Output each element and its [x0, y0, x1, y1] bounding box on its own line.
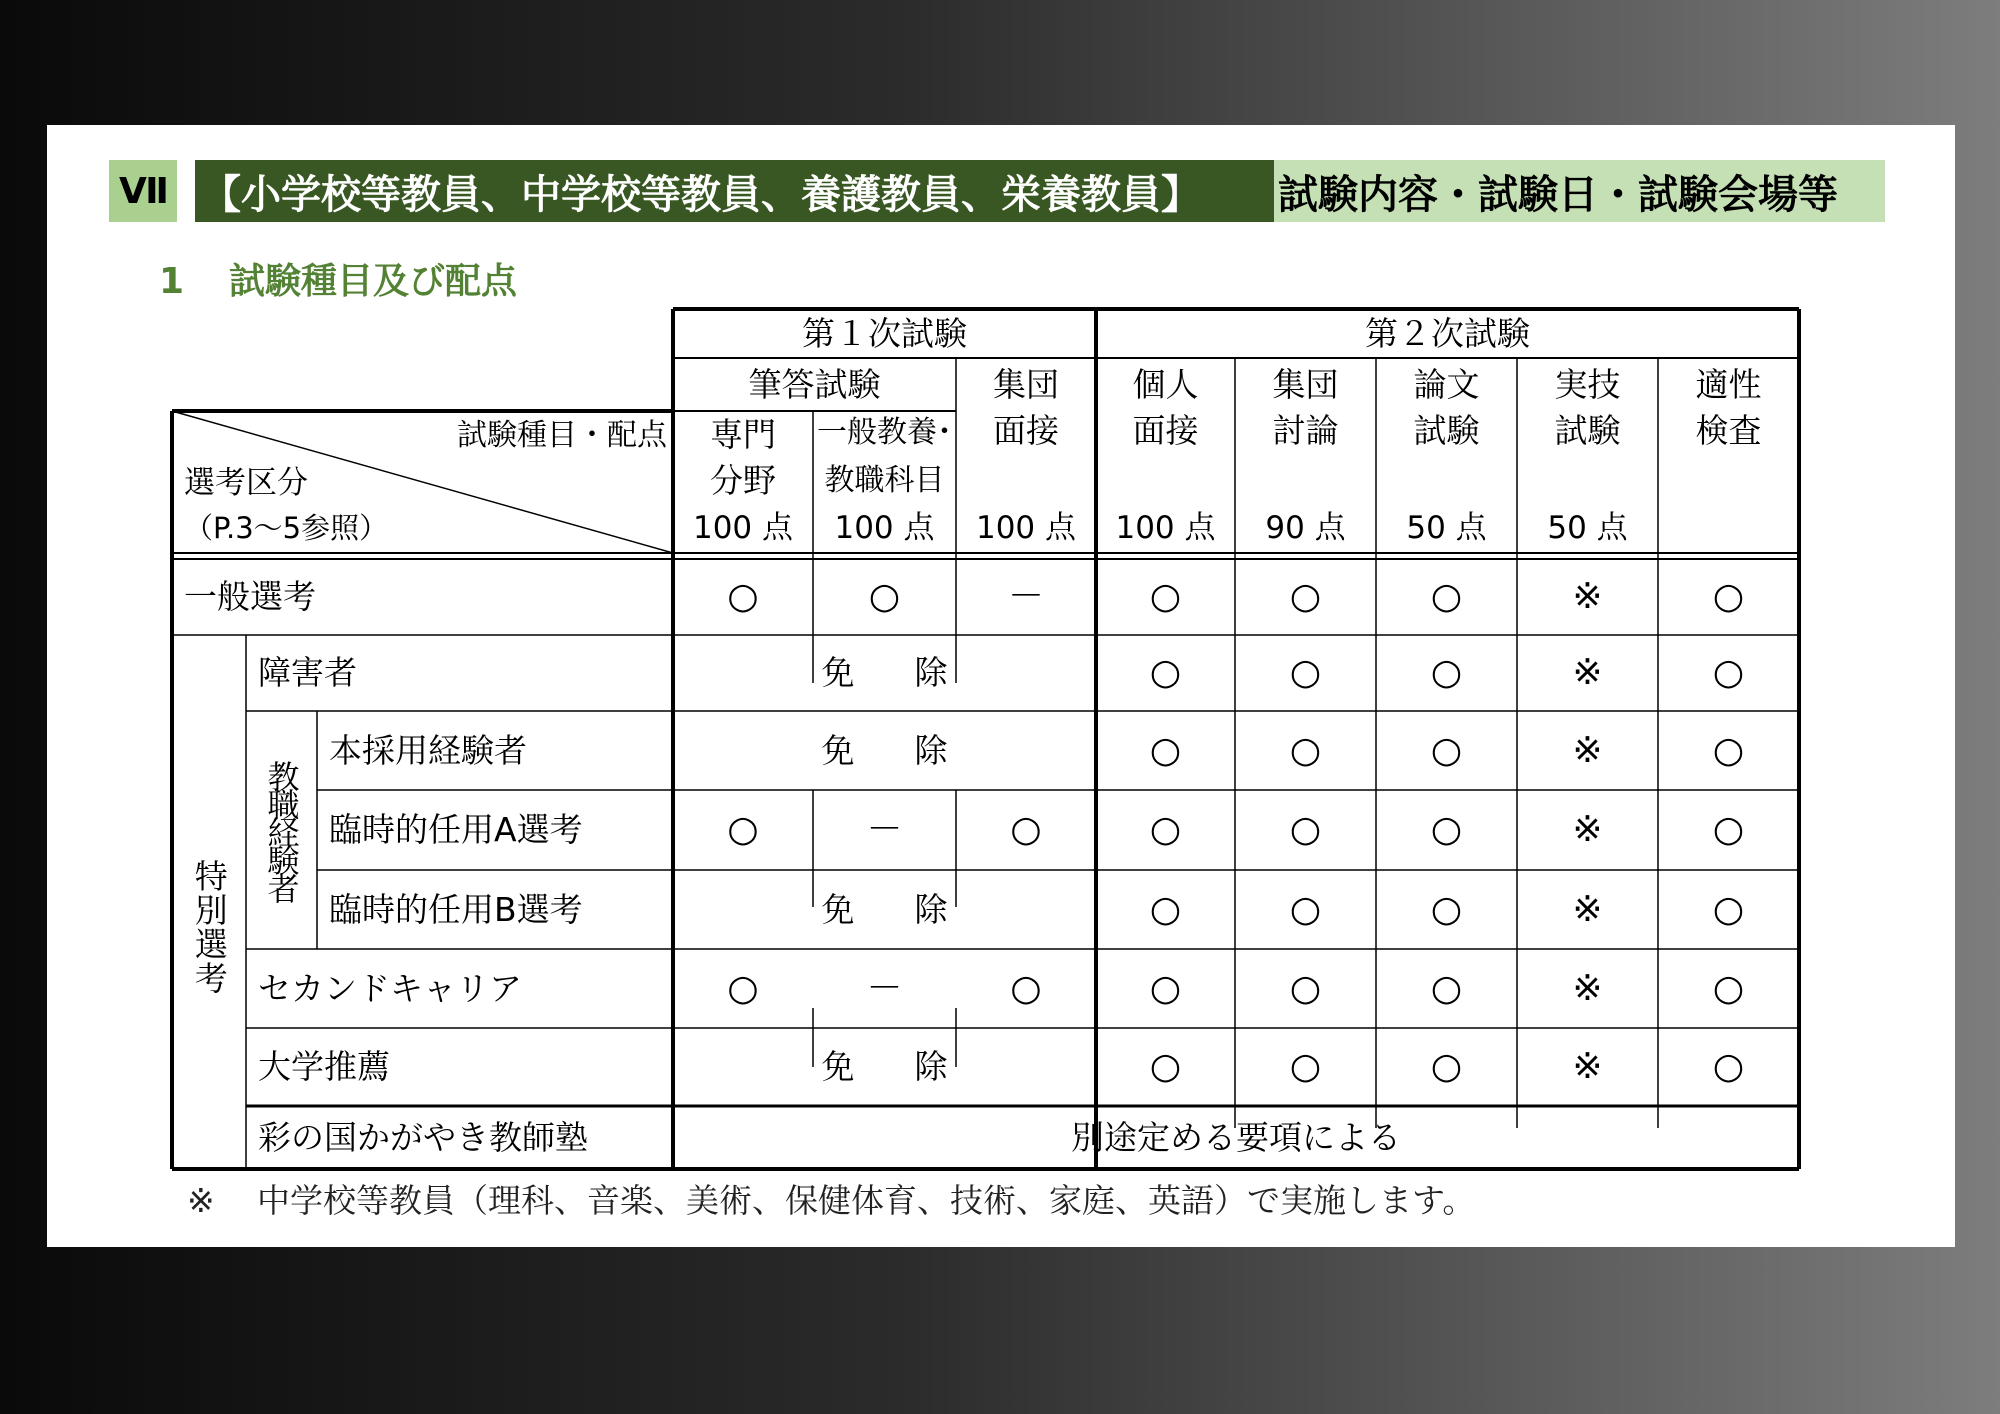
mark-cell: ○	[1712, 652, 1745, 694]
mark-cell: ○	[1149, 729, 1182, 771]
mark-cell: ○	[1712, 729, 1745, 771]
exempt-text: 除	[914, 653, 948, 693]
stage1-header: 第１次試験	[802, 313, 967, 353]
mark-cell: ※	[1572, 809, 1603, 851]
col-label: 集団	[1272, 365, 1339, 404]
heading-target-positions: 【小学校等教員、中学校等教員、養護教員、栄養教員】	[195, 160, 1274, 222]
row-label-teacher-academy: 彩の国かがやき教師塾	[258, 1117, 588, 1157]
heading-roman-numeral: Ⅶ	[109, 160, 177, 222]
col-header-specialty	[673, 415, 813, 515]
col-header-individual-interview	[1096, 365, 1235, 465]
col-label: 試験	[1413, 410, 1480, 450]
exempt-text: 除	[914, 889, 948, 929]
mark-cell: ○	[1010, 967, 1042, 1009]
mark-cell: ※	[1572, 888, 1603, 930]
mark-cell: ○	[1712, 967, 1745, 1009]
mark-cell: ※	[1572, 967, 1603, 1009]
exempt-text: 免	[821, 889, 855, 929]
score-essay: 50 点	[1406, 510, 1487, 547]
corner-exam-items: 試験種目・配点	[457, 418, 667, 453]
score-group-discussion: 90 点	[1265, 510, 1346, 547]
footnote	[187, 1175, 1475, 1222]
exempt-text: 免	[821, 1047, 855, 1087]
mark-cell: ○	[1289, 967, 1322, 1009]
col-label: 実技	[1554, 365, 1621, 404]
mark-cell: －	[866, 967, 903, 1009]
mark-cell: ※	[1572, 576, 1603, 618]
col-label: 専門	[710, 415, 776, 454]
mark-cell: ○	[727, 967, 759, 1009]
col-label: 分野	[710, 460, 776, 500]
mark-cell: －	[1007, 576, 1044, 618]
col-header-general-education	[813, 415, 956, 515]
mark-cell: ○	[1149, 576, 1182, 618]
footnote-text: 中学校等教員（理科、音楽、美術、保健体育、技術、家庭、英語）で実施します。	[257, 1181, 1476, 1220]
col-label: 一般教養･	[817, 415, 952, 450]
col-label: 集団	[993, 365, 1059, 404]
mark-cell: ○	[1149, 888, 1182, 930]
col-header-group-discussion	[1235, 365, 1376, 465]
exempt-cell	[673, 711, 1096, 790]
mark-cell: ○	[1289, 652, 1322, 694]
exempt-cell	[673, 635, 1096, 711]
mark-cell: ○	[1289, 888, 1322, 930]
row-label-second-career: セカンドキャリア	[258, 968, 522, 1008]
score-group-interview: 100 点	[975, 510, 1077, 547]
mark-cell: ○	[1289, 1046, 1322, 1088]
corner-selection-category: 選考区分	[184, 465, 308, 502]
mark-cell: ○	[1712, 809, 1745, 851]
col-label: 個人	[1132, 365, 1199, 404]
mark-cell: ○	[727, 809, 759, 851]
mark-cell: ○	[1010, 809, 1042, 851]
mark-cell: ※	[1572, 652, 1603, 694]
mark-cell: ○	[1430, 576, 1463, 618]
written-exam-header: 筆答試験	[748, 364, 881, 404]
group-label-teaching-experience: 教職経験者	[262, 760, 301, 900]
exempt-text: 免	[821, 730, 855, 770]
score-general-education: 100 点	[834, 510, 935, 547]
mark-cell: ○	[1430, 652, 1463, 694]
footnote-symbol: ※	[187, 1181, 215, 1220]
mark-cell: ○	[1430, 729, 1463, 771]
exempt-cell	[673, 1028, 1096, 1106]
score-individual-interview: 100 点	[1115, 510, 1216, 547]
mark-cell: ○	[1289, 809, 1322, 851]
heading-subject: 試験内容・試験日・試験会場等	[1274, 160, 1885, 222]
mark-cell: ○	[868, 576, 901, 618]
subsection-text: 試験種目及び配点	[229, 261, 518, 302]
mark-cell: ※	[1572, 1046, 1603, 1088]
row-label-general: 一般選考	[184, 577, 316, 617]
mark-cell: ○	[1712, 576, 1745, 618]
mark-cell: ○	[1712, 888, 1745, 930]
score-aptitude	[1658, 507, 1799, 551]
subsection-number: 1	[159, 261, 185, 302]
mark-cell: ○	[727, 576, 759, 618]
col-header-essay	[1376, 365, 1517, 465]
col-label: 適性	[1695, 365, 1762, 404]
mark-cell: ○	[1430, 809, 1463, 851]
mark-cell: ○	[1149, 809, 1182, 851]
exempt-text: 除	[914, 730, 948, 770]
mark-cell: ○	[1289, 729, 1322, 771]
row-label-temporary-b: 臨時的任用B選考	[329, 889, 583, 929]
col-header-practical	[1517, 365, 1658, 465]
row-label-university-recommendation: 大学推薦	[258, 1047, 390, 1087]
mark-cell: ○	[1149, 652, 1182, 694]
mark-cell: ○	[1149, 967, 1182, 1009]
col-label: 論文	[1413, 365, 1480, 404]
row-label-full-time-experience: 本採用経験者	[329, 730, 527, 770]
row-label-disability: 障害者	[258, 653, 357, 693]
score-specialty: 100 点	[692, 510, 794, 547]
col-header-aptitude	[1658, 365, 1799, 465]
section-heading	[109, 160, 1885, 222]
document-page	[47, 125, 1955, 1247]
col-header-group-interview	[956, 365, 1096, 465]
mark-cell: ○	[1430, 1046, 1463, 1088]
col-label: 討論	[1272, 410, 1339, 450]
col-label: 試験	[1554, 410, 1621, 450]
col-label: 教職科目	[824, 463, 945, 498]
mark-cell: ○	[1430, 888, 1463, 930]
col-label: 検査	[1695, 410, 1762, 450]
group-label-special-selection: 特別選考	[189, 859, 229, 995]
mark-cell: ○	[1712, 1046, 1745, 1088]
mark-cell: －	[866, 809, 903, 851]
col-label: 面接	[1132, 410, 1199, 450]
subsection-title	[159, 253, 517, 304]
row-label-temporary-a: 臨時的任用A選考	[329, 810, 583, 850]
mark-cell: ○	[1149, 1046, 1182, 1088]
exempt-text: 免	[821, 653, 855, 693]
mark-cell: ○	[1289, 576, 1322, 618]
exempt-cell	[673, 870, 1096, 949]
col-label: 面接	[993, 410, 1059, 450]
mark-cell: ○	[1430, 967, 1463, 1009]
exempt-text: 除	[914, 1047, 948, 1087]
separate-guidelines-cell: 別途定める要項による	[1071, 1117, 1401, 1157]
corner-page-reference: （P.3～5参照）	[184, 510, 389, 545]
score-practical: 50 点	[1547, 510, 1628, 547]
stage2-header: 第２次試験	[1365, 313, 1530, 353]
mark-cell: ※	[1572, 729, 1603, 771]
